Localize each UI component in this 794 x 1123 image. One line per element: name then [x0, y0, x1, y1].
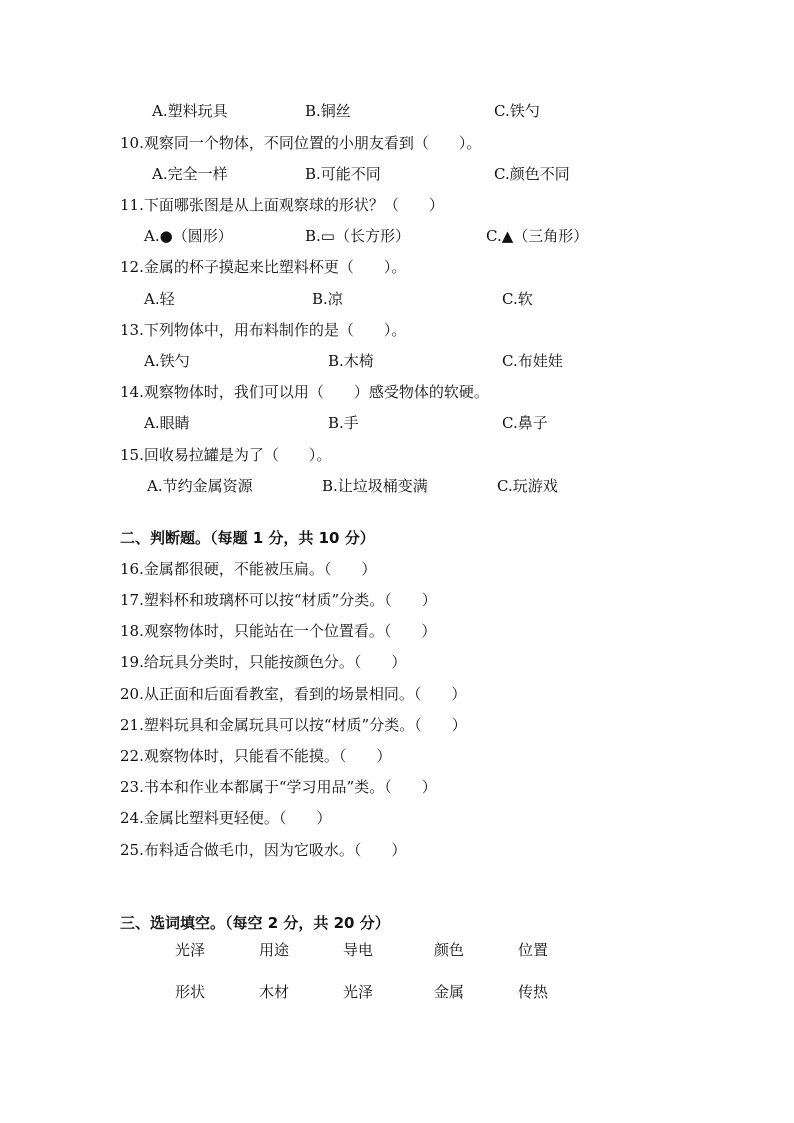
- q10-stem: 10.观察同一个物体，不同位置的小朋友看到（ ）。: [120, 134, 482, 152]
- section-3-title: 三、选词填空。（每空 2 分，共 20 分）: [120, 914, 390, 932]
- tf-item-18: 18.观察物体时，只能站在一个位置看。（ ）: [120, 622, 437, 640]
- section-2-title: 二、判断题。（每题 1 分，共 10 分）: [120, 529, 375, 547]
- tf-item-23: 23.书本和作业本都属于“学习用品”类。（ ）: [120, 778, 437, 796]
- q13-option-c: C.布娃娃: [502, 352, 563, 370]
- q13-option-a: A.铁勺: [144, 352, 190, 370]
- q14-option-b: B.手: [328, 414, 359, 432]
- word-bank-item: 光泽: [175, 941, 206, 959]
- word-bank-item: 用途: [259, 941, 290, 959]
- q13-option-b: B.木椅: [328, 352, 374, 370]
- q11-option-b: B.▭（长方形）: [305, 227, 410, 245]
- tf-item-22: 22.观察物体时，只能看不能摸。（ ）: [120, 747, 392, 765]
- q10-option-a: A.完全一样: [152, 165, 228, 183]
- word-bank-item: 木材: [259, 983, 290, 1001]
- word-bank-item: 位置: [518, 941, 549, 959]
- tf-item-16: 16.金属都很硬，不能被压扁。（ ）: [120, 560, 377, 578]
- q10-option-b: B.可能不同: [305, 165, 381, 183]
- tf-item-17: 17.塑料杯和玻璃杯可以按“材质”分类。（ ）: [120, 591, 437, 609]
- q10-option-c: C.颜色不同: [494, 165, 570, 183]
- q12-option-c: C.软: [502, 290, 533, 308]
- q9-option-c: C.铁勺: [494, 102, 540, 120]
- q12-option-b: B.凉: [312, 290, 343, 308]
- q15-stem: 15.回收易拉罐是为了（ ）。: [120, 446, 332, 464]
- q9-option-a: A.塑料玩具: [152, 102, 228, 120]
- q14-option-a: A.眼睛: [144, 414, 190, 432]
- q15-option-a: A.节约金属资源: [147, 477, 253, 495]
- q14-stem: 14.观察物体时，我们可以用（ ）感受物体的软硬。: [120, 383, 489, 401]
- tf-item-25: 25.布料适合做毛巾，因为它吸水。（ ）: [120, 841, 407, 859]
- word-bank-item: 颜色: [434, 941, 465, 959]
- q13-stem: 13.下列物体中，用布料制作的是（ ）。: [120, 321, 407, 339]
- q12-stem: 12.金属的杯子摸起来比塑料杯更（ ）。: [120, 258, 407, 276]
- word-bank-item: 传热: [518, 983, 549, 1001]
- tf-item-19: 19.给玩具分类时，只能按颜色分。（ ）: [120, 653, 407, 671]
- word-bank-item: 光泽: [343, 983, 374, 1001]
- tf-item-21: 21.塑料玩具和金属玩具可以按“材质”分类。（ ）: [120, 716, 467, 734]
- word-bank-item: 形状: [175, 983, 206, 1001]
- word-bank-item: 导电: [343, 941, 374, 959]
- tf-item-24: 24.金属比塑料更轻便。（ ）: [120, 809, 332, 827]
- word-bank-item: 金属: [434, 983, 465, 1001]
- q11-stem: 11.下面哪张图是从上面观察球的形状？（ ）: [120, 196, 444, 214]
- q9-option-b: B.铜丝: [305, 102, 351, 120]
- q12-option-a: A.轻: [144, 290, 175, 308]
- q11-option-c: C.▲（三角形）: [486, 227, 589, 245]
- tf-item-20: 20.从正面和后面看教室，看到的场景相同。（ ）: [120, 685, 467, 703]
- q11-option-a: A.●（圆形）: [144, 227, 233, 245]
- q15-option-c: C.玩游戏: [497, 477, 558, 495]
- q14-option-c: C.鼻子: [502, 414, 548, 432]
- q15-option-b: B.让垃圾桶变满: [322, 477, 428, 495]
